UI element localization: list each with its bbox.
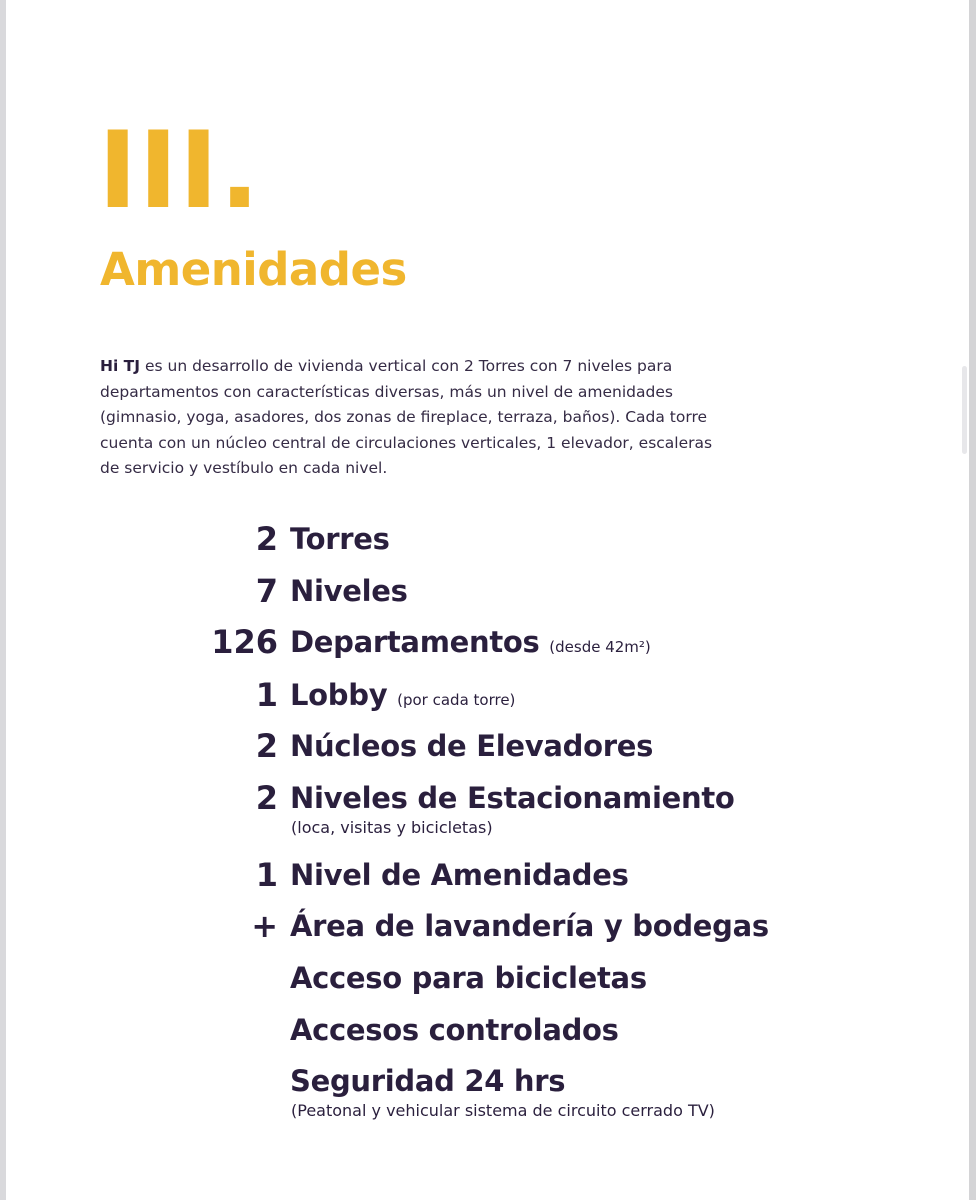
- feature-label: [290, 855, 629, 900]
- intro-text: es un desarrollo de vivienda vertical con 2 Torres con 7 niveles para departamentos con características diversas, más un nivel de amenidades (gimnasio, yoga, asadores, dos zonas de fireplace, terraza, baños). Cada torre cuenta con un núcleo central de circulaciones verticales, 1 elevador, escaleras de servicio y vestíbulo en cada nivel.: [100, 357, 713, 477]
- feature-label-text: Torres: [290, 522, 390, 556]
- feature-row: [0, 778, 976, 822]
- section-numeral: III.: [98, 109, 261, 232]
- feature-label: [290, 1061, 565, 1106]
- feature-row: [0, 675, 976, 719]
- feature-label-text: Núcleos de Elevadores: [290, 729, 654, 763]
- feature-label: [290, 726, 653, 771]
- feature-row: [0, 519, 976, 563]
- feature-row: [0, 622, 976, 666]
- feature-label-text: Niveles: [290, 574, 408, 608]
- feature-label: [290, 675, 515, 720]
- feature-count: 2: [255, 727, 278, 765]
- feature-label-text: Área de lavandería y bodegas: [290, 909, 769, 943]
- feature-label-text: Departamentos: [290, 625, 540, 659]
- feature-note: (desde 42m²): [549, 638, 651, 656]
- feature-count: 126: [211, 623, 278, 661]
- feature-row: [0, 906, 976, 950]
- feature-label: [290, 571, 408, 616]
- feature-label-text: Lobby: [290, 678, 388, 712]
- feature-label-text: Acceso para bicicletas: [290, 961, 647, 995]
- feature-label-text: Nivel de Amenidades: [290, 858, 629, 892]
- intro-paragraph: [100, 354, 720, 482]
- feature-row: [0, 1061, 976, 1105]
- feature-count: 2: [255, 520, 278, 558]
- feature-row: [0, 726, 976, 770]
- feature-label: [290, 958, 647, 1003]
- feature-label: [290, 906, 769, 951]
- feature-row: [0, 958, 976, 1002]
- feature-count: 7: [255, 572, 278, 610]
- plus-icon: +: [251, 907, 278, 945]
- feature-label-text: Seguridad 24 hrs: [290, 1064, 566, 1098]
- feature-count: 1: [255, 856, 278, 894]
- scrollbar-thumb[interactable]: [962, 366, 967, 454]
- feature-label: [290, 519, 390, 564]
- section-title: Amenidades: [100, 243, 407, 296]
- feature-label: [290, 778, 735, 823]
- feature-note: (por cada torre): [397, 691, 516, 709]
- feature-label: [290, 622, 651, 667]
- feature-row: [0, 571, 976, 615]
- feature-row: [0, 855, 976, 899]
- feature-subnote: (Peatonal y vehicular sistema de circuito cerrado TV): [291, 1101, 715, 1120]
- feature-row: [0, 1010, 976, 1054]
- brand-name: Hi TJ: [100, 357, 141, 375]
- feature-count: 1: [255, 676, 278, 714]
- feature-label: [290, 1010, 619, 1055]
- feature-count: 2: [255, 779, 278, 817]
- feature-label-text: Niveles de Estacionamiento: [290, 781, 735, 815]
- feature-label-text: Accesos controlados: [290, 1013, 619, 1047]
- feature-subnote: (loca, visitas y bicicletas): [291, 818, 493, 837]
